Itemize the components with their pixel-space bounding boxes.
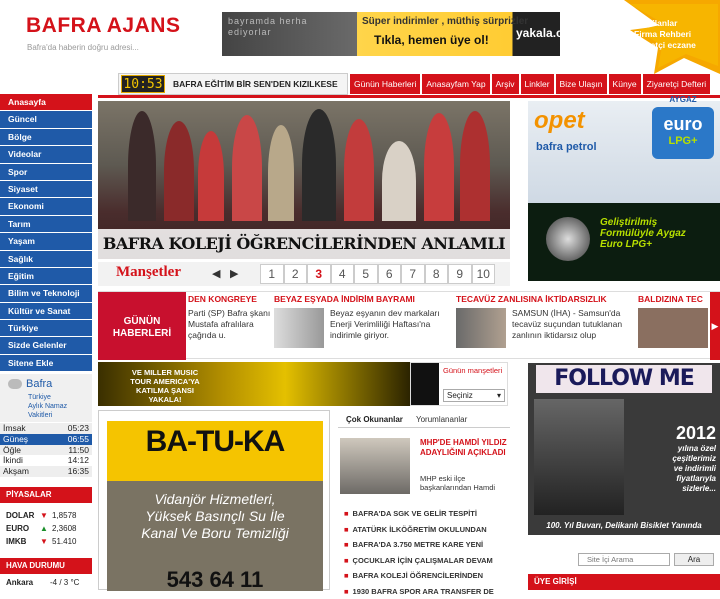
next-arrow-icon[interactable]: ▶ <box>230 267 238 280</box>
news-list-item[interactable] <box>344 522 510 538</box>
bullet-icon: ■ <box>344 587 349 596</box>
site-search <box>528 553 720 567</box>
news-list-item[interactable] <box>344 553 510 569</box>
news-card-text: Beyaz eşyanın dev markaları Enerji Verimliliği Haftası'na indirimle giriyor. <box>330 308 448 341</box>
follow-me-title: FOLLOW ME <box>536 365 712 393</box>
sidebar-item[interactable]: Bilim ve Teknoloji <box>0 285 92 302</box>
follow-me-address: 100. Yıl Buvarı, Delikanlı Bisiklet Yanında <box>528 517 720 535</box>
weather-link-turkiye[interactable]: Türkiye <box>28 393 67 402</box>
weather-city[interactable]: Bafra <box>26 378 52 390</box>
store-photo <box>534 399 624 515</box>
mansetler-label: Manşetler <box>116 264 181 281</box>
market-row <box>0 509 92 522</box>
prayer-row <box>0 445 92 456</box>
opet-sub: bafra petrol <box>536 141 597 153</box>
prayer-name: Akşam <box>3 466 29 477</box>
headline-select[interactable]: Seçiniz ▾ <box>443 389 505 402</box>
page-number[interactable]: 4 <box>331 264 355 284</box>
news-card-title[interactable]: TECAVÜZ ZANLISINA İKTİDARSIZLIK <box>456 294 636 306</box>
trend-arrow-icon: ▼ <box>40 509 52 522</box>
top-navigation <box>350 74 710 94</box>
weather-links[interactable] <box>28 393 67 420</box>
gear-knob-icon <box>546 217 590 261</box>
digital-clock: 10:53 <box>121 75 165 93</box>
bullet-icon: ■ <box>344 525 349 534</box>
news-list-item[interactable] <box>344 506 510 522</box>
page-number[interactable]: 2 <box>284 264 308 284</box>
news-list-item[interactable] <box>344 568 510 584</box>
weather-link-aylik[interactable]: Aylık Namaz <box>28 402 67 411</box>
prayer-row <box>0 434 92 445</box>
sidebar-item[interactable]: Bölge <box>0 129 92 146</box>
markets-widget <box>0 487 92 548</box>
prayer-time: 06:55 <box>68 434 89 445</box>
euro-lpg-badge: AYGAZ euro LPG+ <box>652 107 714 159</box>
bullet-icon: ■ <box>344 509 349 518</box>
miller-music-ad[interactable] <box>98 362 410 406</box>
batuka-services: Vidanjör Hizmetleri, Yüksek Basınçlı Su İle Kanal Ve Boru Temizliği <box>107 491 323 542</box>
hava-value: -4 / 3 °C <box>50 576 79 587</box>
header-divider <box>98 95 720 98</box>
page-number[interactable]: 8 <box>425 264 449 284</box>
star-link-nobetci-eczane[interactable]: Nöbetçi eczane <box>626 40 696 51</box>
music-factory-logo <box>411 363 439 405</box>
weather-forecast <box>0 558 92 587</box>
trend-arrow-icon: ▲ <box>40 522 52 535</box>
opet-slogan: Geliştirilmiş Formülüyle Aygaz Euro LPG+ <box>600 217 710 250</box>
gunun-haberleri-badge: GÜNÜN HABERLERİ <box>98 292 186 360</box>
news-card-title[interactable]: DEN KONGREYE <box>188 294 274 306</box>
prayer-row <box>0 423 92 434</box>
prayer-name: İmsak <box>3 423 26 434</box>
news-list-title[interactable]: ÇOCUKLAR İÇİN ÇALIŞMALAR DEVAM <box>353 556 493 565</box>
chevron-down-icon: ▾ <box>497 390 501 401</box>
star-link-seri-ilanlar[interactable]: Seri ilanlar <box>626 18 696 29</box>
news-card-thumb[interactable] <box>274 308 324 348</box>
site-tagline: Bafra'da haberin doğru adresi... <box>27 43 139 52</box>
prayer-name: İkindi <box>3 455 23 466</box>
market-value: 51.410 <box>52 535 76 548</box>
weather-link-vakitleri[interactable]: Vakitleri <box>28 411 67 420</box>
banner-line2: Tıkla, hemen üye ol! <box>374 33 489 47</box>
main-news-photo[interactable] <box>340 438 410 494</box>
market-value: 2,3608 <box>52 522 76 535</box>
sidebar-item[interactable]: Türkiye <box>0 320 92 337</box>
news-card-title[interactable]: BALDIZINA TEC <box>638 294 708 306</box>
sidebar-item[interactable]: Spor <box>0 164 92 181</box>
nav-anasayfam-yap[interactable]: Anasayfam Yap <box>422 74 489 94</box>
follow-me-promo: 2012 yılına özel çeşitlerimiz ve indirimli fiyatlarıyla sizlerle... <box>628 423 716 487</box>
nav-arsiv[interactable]: Arşiv <box>492 74 519 94</box>
markets-title: PİYASALAR <box>0 487 92 503</box>
follow-me-ad[interactable] <box>528 363 720 535</box>
market-name: DOLAR <box>6 509 40 522</box>
slider-pager <box>98 262 510 286</box>
page-number[interactable]: 9 <box>448 264 472 284</box>
popular-news <box>338 430 510 590</box>
nav-bize-ulasin[interactable]: Bize Ulaşın <box>556 74 607 94</box>
sidebar-item[interactable]: Sizde Gelenler <box>0 337 92 354</box>
hava-title: HAVA DURUMU <box>0 558 92 574</box>
page-number[interactable]: 7 <box>401 264 425 284</box>
cloud-icon <box>8 379 22 389</box>
search-button[interactable]: Ara <box>674 553 714 566</box>
market-row <box>0 522 92 535</box>
trend-arrow-icon: ▼ <box>40 535 52 548</box>
sidebar-item[interactable]: Yaşam <box>0 233 92 250</box>
ticker-headline[interactable]: BAFRA EĞİTİM BİR SEN'DEN KIZILKESE <box>173 79 338 89</box>
market-value: 1,8578 <box>52 509 76 522</box>
sidebar-item[interactable]: Eğitim <box>0 268 92 285</box>
news-card-text: SAMSUN (İHA) - Samsun'da tecavüz suçundan tutuklanan zanlının iktidarsız olup <box>512 308 630 341</box>
news-card-thumb[interactable] <box>456 308 506 348</box>
page-number[interactable]: 5 <box>354 264 378 284</box>
news-card[interactable] <box>274 294 454 358</box>
tab-yorumlananlar[interactable]: Yorumlananlar <box>416 415 467 424</box>
weather-widget <box>0 374 92 422</box>
tab-cok-okunanlar[interactable]: Çok Okunanlar <box>346 415 403 424</box>
main-news-summary: MHP eski ilçe başkanlarından Hamdi <box>420 474 510 492</box>
bullet-icon: ■ <box>344 571 349 580</box>
news-list-title[interactable]: BAFRA'DA SGK VE GELİR TESPİTİ <box>353 509 477 518</box>
daily-news-strip <box>98 291 720 359</box>
slider-caption[interactable]: BAFRA KOLEJİ ÖĞRENCİLERİNDEN ANLAMLI <box>98 229 510 259</box>
prayer-name: Güneş <box>3 434 28 445</box>
prayer-name: Öğle <box>3 445 21 456</box>
sidebar-item[interactable]: Ekonomi <box>0 198 92 215</box>
gunun-mansetleri-label: Günün manşetleri <box>443 366 502 375</box>
page-number[interactable]: 3 <box>307 264 331 284</box>
headline-slider[interactable] <box>98 101 510 259</box>
nav-ziyaretci-defteri[interactable]: Ziyaretçi Defteri <box>643 74 711 94</box>
opet-logo: opet <box>534 107 585 135</box>
news-list-item[interactable] <box>344 537 510 553</box>
prayer-time: 05:23 <box>68 423 89 434</box>
news-list-item[interactable] <box>344 584 510 599</box>
sidebar-item[interactable]: Güncel <box>0 111 92 128</box>
prayer-row <box>0 455 92 466</box>
news-list-title[interactable]: 1930 BAFRA SPOR ARA TRANSFER DE <box>353 587 494 596</box>
sidebar-item[interactable]: Tarım <box>0 216 92 233</box>
prayer-time: 14:12 <box>68 455 89 466</box>
banner-line1: Süper indirimler , müthiş sürprizler <box>362 16 528 27</box>
news-card-thumb[interactable] <box>638 308 708 348</box>
market-name: IMKB <box>6 535 40 548</box>
sidebar-item[interactable]: Sitene Ekle <box>0 355 92 372</box>
batuka-ad[interactable] <box>98 410 330 590</box>
news-card-title[interactable]: BEYAZ EŞYADA İNDİRİM BAYRAMI <box>274 294 454 306</box>
category-sidebar <box>0 94 92 372</box>
prayer-times <box>0 423 92 477</box>
news-card[interactable] <box>188 294 274 358</box>
sidebar-item[interactable]: Videolar <box>0 146 92 163</box>
prayer-row <box>0 466 92 477</box>
chevron-right-icon[interactable]: ▶ <box>710 292 720 360</box>
sidebar-item[interactable]: Kültür ve Sanat <box>0 303 92 320</box>
search-input[interactable]: Site İçi Arama <box>578 553 670 566</box>
sidebar-item[interactable]: Anasayfa <box>0 94 92 111</box>
sidebar-item[interactable]: Siyaset <box>0 181 92 198</box>
member-login-header[interactable]: ÜYE GİRİŞİ <box>528 574 720 590</box>
nav-linkler[interactable]: Linkler <box>521 74 554 94</box>
news-list-title[interactable]: BAFRA'DA 3.750 METRE KARE YENİ <box>353 540 484 549</box>
hava-city: Ankara <box>6 576 50 587</box>
news-card[interactable] <box>456 294 636 358</box>
popular-tabs <box>338 412 510 428</box>
banner-brand: yakala.co <box>516 26 570 40</box>
nav-gunun-haberleri[interactable]: Günün Haberleri <box>350 74 420 94</box>
headline-select-box <box>410 362 508 406</box>
news-card[interactable] <box>638 294 708 358</box>
star-quicklinks <box>584 0 720 74</box>
prev-arrow-icon[interactable]: ◀ <box>212 267 220 280</box>
yakala-banner-ad[interactable] <box>222 12 560 56</box>
news-ticker <box>118 73 348 95</box>
star-link-firma-rehberi[interactable]: Firma Rehberi <box>626 29 696 40</box>
news-list-title[interactable]: ATATÜRK İLKÖĞRETİM OKULUNDAN <box>353 525 487 534</box>
market-name: EURO <box>6 522 40 535</box>
prayer-time: 11:50 <box>68 445 89 456</box>
nav-kunye[interactable]: Künye <box>609 74 641 94</box>
miller-ad-text: VE MILLER MUSIC TOUR AMERICA'YA KATILMA ŞANSI YAKALA! <box>130 368 200 404</box>
sidebar-item[interactable]: Sağlık <box>0 251 92 268</box>
page-number[interactable]: 10 <box>472 264 496 284</box>
bullet-icon: ■ <box>344 540 349 549</box>
prayer-time: 16:35 <box>68 466 89 477</box>
page-number[interactable]: 1 <box>260 264 284 284</box>
batuka-title: BA-TU-KA <box>107 425 323 459</box>
banner-watermark: bayramda herha ediyorlar <box>228 16 338 38</box>
bullet-icon: ■ <box>344 556 349 565</box>
news-card-text: Parti (SP) Bafra şkanı Mustafa afralılara çağrıda u. <box>188 308 274 341</box>
batuka-phone: 543 64 11 <box>107 567 323 593</box>
page-numbers <box>260 264 495 284</box>
page-number[interactable]: 6 <box>378 264 402 284</box>
site-logo[interactable]: BAFRA AJANS <box>26 14 180 38</box>
news-list-title[interactable]: BAFRA KOLEJİ ÖĞRENCİLERİNDEN <box>353 571 484 580</box>
market-row <box>0 535 92 548</box>
main-news-title[interactable]: MHP'DE HAMDİ YILDIZ ADAYLIĞINI AÇIKLADI <box>420 438 510 458</box>
opet-ad[interactable] <box>528 101 720 281</box>
